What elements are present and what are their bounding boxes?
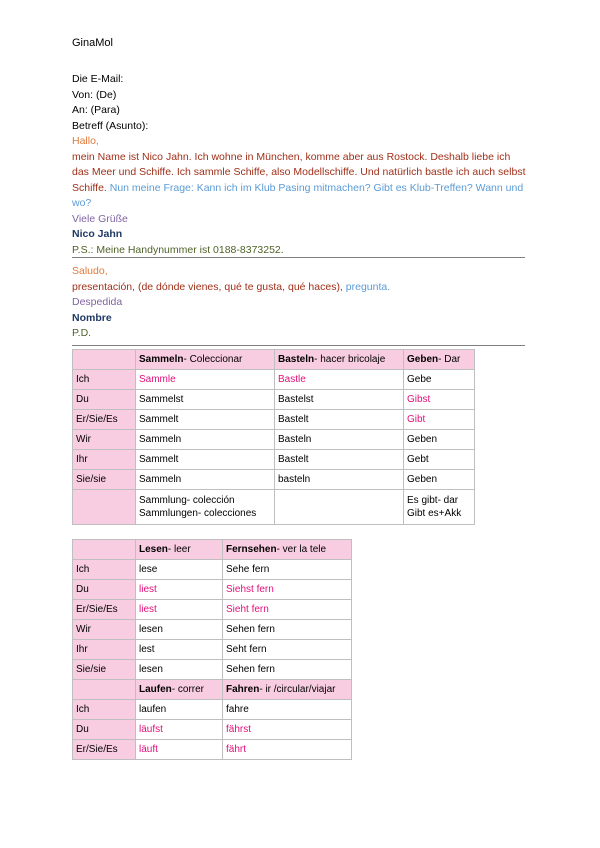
- legend-pregunta: pregunta.: [345, 280, 391, 293]
- table-row: [73, 370, 475, 390]
- email-label: Die E-Mail:: [72, 73, 124, 85]
- conjugation-cell: Sehe fern: [223, 560, 352, 580]
- header-empty-cell: [73, 350, 136, 370]
- conjugation-cell: Sammeln: [136, 470, 275, 490]
- email-body: [72, 150, 527, 212]
- header-lesen: Lesen- leer: [136, 540, 223, 560]
- table-header-row: [73, 680, 352, 700]
- author-name: GinaMol: [72, 37, 113, 49]
- conjugation-cell: Sammelst: [136, 390, 275, 410]
- verb-table-sammeln-basteln-geben: [72, 349, 475, 525]
- table-row: [73, 470, 475, 490]
- email-greeting: Hallo,: [72, 135, 99, 147]
- pronoun-cell: Sie/sie: [73, 660, 136, 680]
- table-row: [73, 410, 475, 430]
- legend-saludo: Saludo,: [72, 265, 108, 277]
- pronoun-cell: Wir: [73, 620, 136, 640]
- pronoun-cell: Ich: [73, 560, 136, 580]
- table-row: [73, 620, 352, 640]
- header-empty-cell: [73, 680, 136, 700]
- conjugation-cell: lest: [136, 640, 223, 660]
- table-header-row: [73, 540, 352, 560]
- pronoun-cell: Ihr: [73, 450, 136, 470]
- subject-label: Betreff (Asunto):: [72, 119, 149, 132]
- conjugation-cell: Geben: [404, 430, 475, 450]
- table-row: [73, 390, 475, 410]
- table-row: [73, 430, 475, 450]
- conjugation-cell: lese: [136, 560, 223, 580]
- conjugation-cell: Sieht fern: [223, 600, 352, 620]
- pronoun-cell: Ich: [73, 370, 136, 390]
- conjugation-cell: liest: [136, 600, 223, 620]
- notes-empty-cell: [73, 490, 136, 525]
- pronoun-cell: Sie/sie: [73, 470, 136, 490]
- conjugation-cell: läufst: [136, 720, 223, 740]
- notes-basteln-empty: [275, 490, 404, 525]
- legend-nombre: Nombre: [72, 311, 112, 324]
- header-laufen: Laufen- correr: [136, 680, 223, 700]
- table-row: [73, 700, 352, 720]
- conjugation-cell: basteln: [275, 470, 404, 490]
- pronoun-cell: Wir: [73, 430, 136, 450]
- table-notes-row: [73, 490, 475, 525]
- conjugation-cell: Sehen fern: [223, 660, 352, 680]
- verb-table-lesen-fernsehen-laufen-fahren: [72, 539, 352, 760]
- header-geben: Geben- Dar: [404, 350, 475, 370]
- conjugation-cell: Bastelt: [275, 450, 404, 470]
- legend-pd: P.D.: [72, 327, 92, 339]
- legend-body: [72, 280, 527, 296]
- email-closing: Viele Grüße: [72, 212, 128, 225]
- email-section: [72, 72, 527, 258]
- conjugation-cell: fährt: [223, 740, 352, 760]
- conjugation-cell: Bastelst: [275, 390, 404, 410]
- conjugation-cell: fährst: [223, 720, 352, 740]
- legend-despedida: Despedida: [72, 296, 123, 308]
- divider-2: [72, 345, 525, 346]
- table-row: [73, 640, 352, 660]
- header-basteln: Basteln- hacer bricolaje: [275, 350, 404, 370]
- conjugation-cell: Bastelt: [275, 410, 404, 430]
- email-body-question: Nun meine Frage: Kann ich im Klub Pasing mitmachen? Gibt es Klub-Treffen? Wann und wo?: [72, 181, 524, 209]
- conjugation-cell: lesen: [136, 620, 223, 640]
- header-empty-cell: [73, 540, 136, 560]
- conjugation-cell: Geben: [404, 470, 475, 490]
- conjugation-cell: Basteln: [275, 430, 404, 450]
- email-body-intro: mein Name ist Nico Jahn. Ich wohne in München, komme aber aus Rostock. Deshalb liebe ich das Meer und Schiffe. Ich sammle Schiffe, also Modellschiffe. Und natürlich bastle ich auch selbst Schiffe.: [72, 150, 526, 194]
- conjugation-cell: Bastle: [275, 370, 404, 390]
- structure-legend: [72, 264, 527, 342]
- conjugation-cell: laufen: [136, 700, 223, 720]
- header-fernsehen: Fernsehen- ver la tele: [223, 540, 352, 560]
- table-row: [73, 450, 475, 470]
- table-row: [73, 560, 352, 580]
- table-header-row: [73, 350, 475, 370]
- notes-sammeln: Sammlung- colección Sammlungen- colecciones: [136, 490, 275, 525]
- email-ps: P.S.: Meine Handynummer ist 0188-8373252.: [72, 243, 284, 256]
- pronoun-cell: Du: [73, 580, 136, 600]
- table-row: [73, 600, 352, 620]
- header-fahren: Fahren- ir /circular/viajar: [223, 680, 352, 700]
- table-row: [73, 720, 352, 740]
- divider-1: [72, 257, 525, 258]
- conjugation-cell: Gebe: [404, 370, 475, 390]
- to-label: An: (Para): [72, 104, 120, 116]
- pronoun-cell: Du: [73, 390, 136, 410]
- table-row: [73, 740, 352, 760]
- table-row: [73, 660, 352, 680]
- pronoun-cell: Er/Sie/Es: [73, 740, 136, 760]
- conjugation-cell: Gibt: [404, 410, 475, 430]
- pronoun-cell: Ich: [73, 700, 136, 720]
- conjugation-cell: Sehen fern: [223, 620, 352, 640]
- conjugation-cell: Gebt: [404, 450, 475, 470]
- notes-geben: Es gibt- dar Gibt es+Akk: [404, 490, 475, 525]
- conjugation-cell: Sammle: [136, 370, 275, 390]
- conjugation-cell: läuft: [136, 740, 223, 760]
- conjugation-cell: Sammelt: [136, 450, 275, 470]
- conjugation-cell: Sammelt: [136, 410, 275, 430]
- conjugation-cell: fahre: [223, 700, 352, 720]
- pronoun-cell: Er/Sie/Es: [73, 410, 136, 430]
- conjugation-cell: liest: [136, 580, 223, 600]
- conjugation-cell: Sammeln: [136, 430, 275, 450]
- pronoun-cell: Du: [73, 720, 136, 740]
- header-sammeln: Sammeln- Coleccionar: [136, 350, 275, 370]
- table-row: [73, 580, 352, 600]
- conjugation-cell: Seht fern: [223, 640, 352, 660]
- legend-presentacion: presentación, (de dónde vienes, qué te gusta, qué haces),: [72, 280, 343, 293]
- conjugation-cell: lesen: [136, 660, 223, 680]
- email-sender-name: Nico Jahn: [72, 228, 123, 240]
- pronoun-cell: Ihr: [73, 640, 136, 660]
- from-label: Von: (De): [72, 88, 117, 101]
- conjugation-cell: Gibst: [404, 390, 475, 410]
- pronoun-cell: Er/Sie/Es: [73, 600, 136, 620]
- conjugation-cell: Siehst fern: [223, 580, 352, 600]
